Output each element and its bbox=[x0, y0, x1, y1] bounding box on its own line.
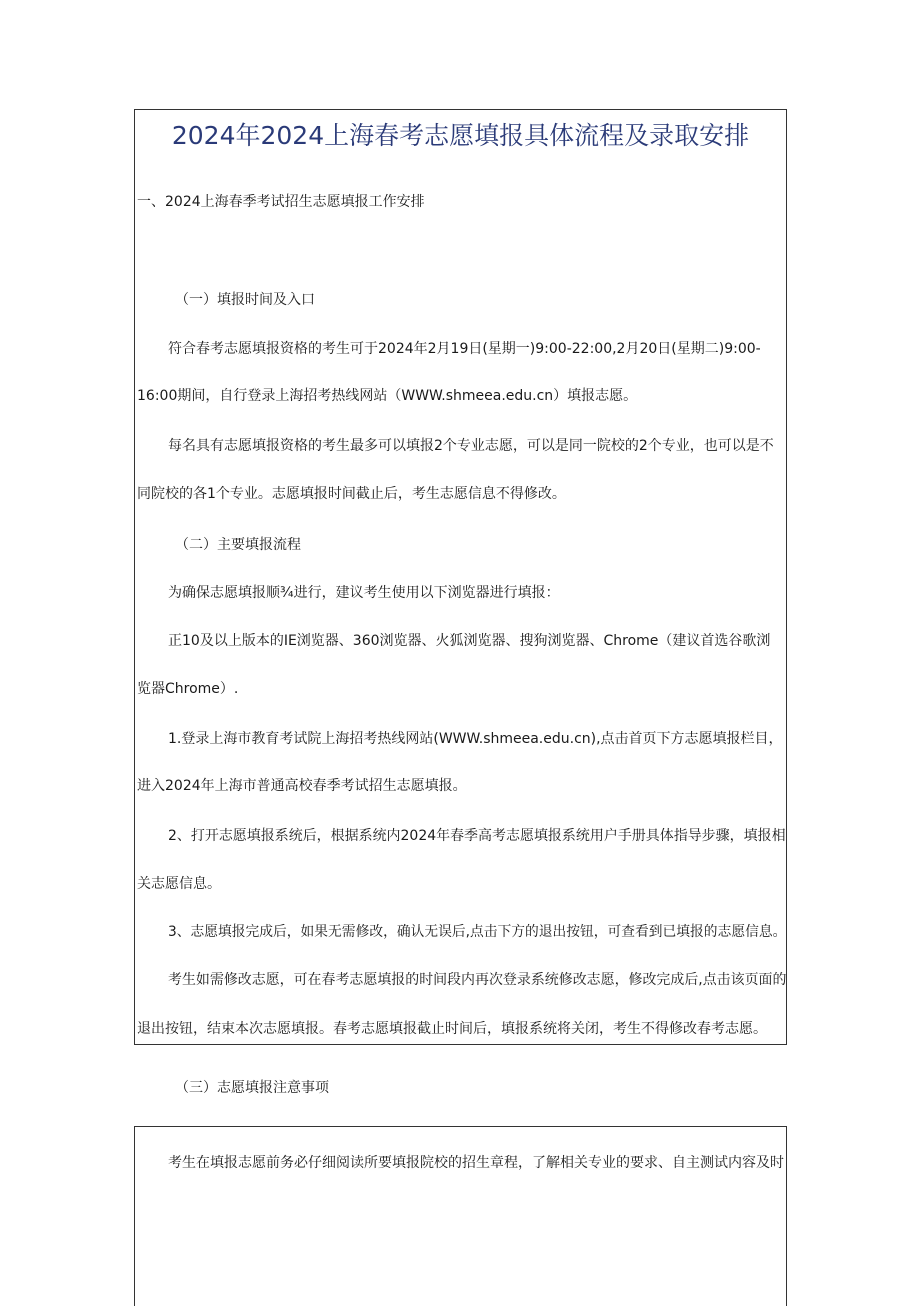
paragraph-line: 1.登录上海市教育考试院上海招考热线网站(WWW.shmeea.edu.cn),点击首页下方志愿填报栏目， bbox=[168, 731, 783, 747]
subsection-heading-1: （一）填报时间及入口 bbox=[175, 292, 315, 308]
subsection-heading-3: （三）志愿填报注意事项 bbox=[175, 1080, 329, 1096]
paragraph-line: 每名具有志愿填报资格的考生最多可以填报2个专业志愿，可以是同一院校的2个专业，也可以是不 bbox=[168, 438, 774, 454]
paragraph-line: 2、打开志愿填报系统后，根据系统内2024年春季高考志愿填报系统用户手册具体指导步骤，填报相 bbox=[168, 828, 786, 844]
document-title: 2024年2024上海春考志愿填报具体流程及录取安排 bbox=[171, 121, 750, 150]
paragraph-line: 同院校的各1个专业。志愿填报时间截止后，考生志愿信息不得修改。 bbox=[137, 486, 566, 502]
subsection-heading-2: （二）主要填报流程 bbox=[175, 537, 301, 553]
paragraph-line: 符合春考志愿填报资格的考生可于2024年2月19日(星期一)9:00-22:00,2月20日(星期二)9:00- bbox=[168, 341, 761, 357]
paragraph-line: 进入2024年上海市普通高校春季考试招生志愿填报。 bbox=[137, 778, 467, 794]
section-heading-1: 一、2024上海春季考试招生志愿填报工作安排 bbox=[137, 194, 425, 210]
paragraph-line: 3、志愿填报完成后，如果无需修改，确认无误后,点击下方的退出按钮，可查看到已填报的志愿信息。 bbox=[168, 924, 787, 940]
paragraph-line: 为确保志愿填报顺¾进行，建议考生使用以下浏览器进行填报： bbox=[168, 585, 560, 601]
document-frame-top bbox=[134, 109, 787, 1045]
paragraph-line: 考生在填报志愿前务必仔细阅读所要填报院校的招生章程，了解相关专业的要求、自主测试内容及时 bbox=[168, 1155, 784, 1171]
paragraph-line: 考生如需修改志愿，可在春考志愿填报的时间段内再次登录系统修改志愿，修改完成后,点击该页面的 bbox=[168, 972, 787, 988]
paragraph-line: 览器Chrome）. bbox=[137, 681, 239, 697]
paragraph-line: 16:00期间，自行登录上海招考热线网站（WWW.shmeea.edu.cn）填报志愿。 bbox=[137, 388, 638, 404]
paragraph-line: 退出按钮，结束本次志愿填报。春考志愿填报截止时间后，填报系统将关闭，考生不得修改春考志愿。 bbox=[137, 1021, 767, 1037]
paragraph-line: 关志愿信息。 bbox=[137, 876, 221, 892]
paragraph-line: 正10及以上版本的IE浏览器、360浏览器、火狐浏览器、搜狗浏览器、Chrome（建议首选谷歌浏 bbox=[168, 633, 771, 649]
